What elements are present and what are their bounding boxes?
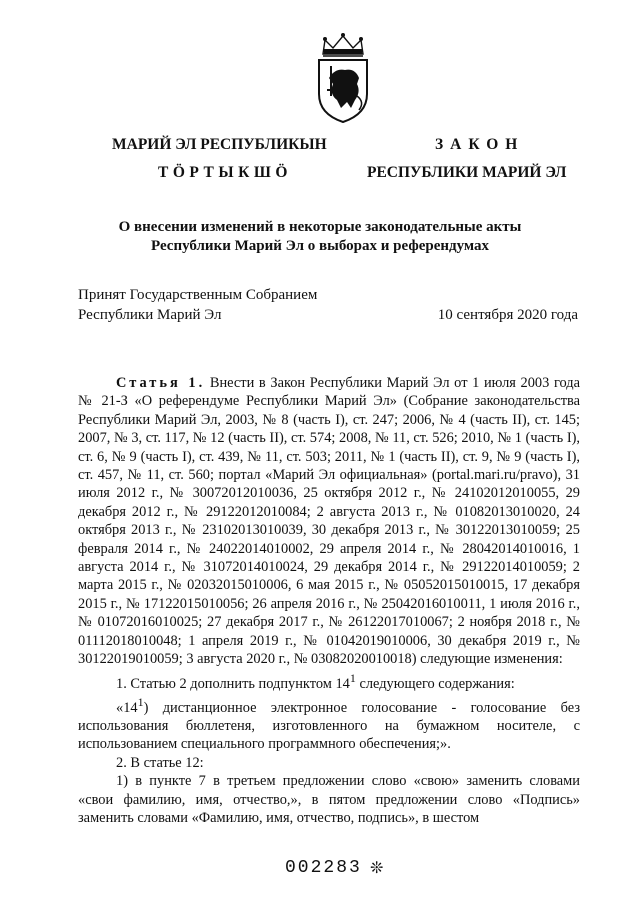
adoption-info xyxy=(78,285,578,325)
adopted-line1: Принят Государственным Собранием xyxy=(78,287,318,303)
item-2: 2. В статье 12: xyxy=(116,754,204,771)
adopted-line2: Республики Марий Эл xyxy=(78,307,222,323)
law-title-line2: Республики Марий Эл о выборах и референдумах xyxy=(150,238,490,254)
item-1: 1. Статью 2 дополнить подпунктом $14^1$ следующего содержания: xyxy=(116,670,515,692)
asterisk-mark-icon: ❊ xyxy=(370,860,384,877)
header-right-line2: РЕСПУБЛИКИ МАРИЙ ЭЛ xyxy=(367,164,567,181)
document-number-stamp: 002283 xyxy=(285,858,362,878)
law-title xyxy=(60,218,580,256)
header-right-line1: ЗАКОН xyxy=(435,136,525,153)
item-2-subitem-1: 1) в пункте 7 в третьем предложении слово «свою» заменить словами «свои фамилию, имя, отчество,», в пятом предложении слово «Подпись» заменить словами «Фамилию, имя, отчество, подпись», в шестом xyxy=(78,773,580,826)
item-1-quote: «$14^1$) дистанционное электронное голосование - голосование без использования бюллетеня, изготовленного на бумажном носителе, с использованием специального программного обеспечения;». xyxy=(78,694,580,753)
article-label: Статья 1. xyxy=(116,375,206,391)
coat-of-arms-icon xyxy=(315,32,371,124)
article-text: Внести в Закон Республики Марий Эл от 1 июля 2003 года № 21-З «О референдуме Республики Марий Эл» (Собрание законодательства Республики Марий Эл, 2003, № 8 (часть I), ст. 247; 2006, № 4 (часть II), ст. 145; 2007, № 3, ст. 117, № 12 (часть II), ст. 574; 2008, № 11, ст. 526; 2010, № 1 (часть I), ст. 6, № 9 (часть I), ст. 439, № 11, ст. 503; 2011, № 1 (часть II), ст. 9, № 9 (часть I), ст. 457, № 11, ст. 560; портал «Марий Эл официальная» (portal.mari.ru/pravo), 31 июля 2012 г., № 30072012010036, 25 октября 2012 г., № 24102012010055, 29 декабря 2012 г., № 29122012010084; 2 августа 2013 г., № 01082013010020, 24 октября 2013 г., № 23102013010039, 30 декабря 2013 г., № 30122013010059; 25 февраля 2014 г., № 24022014010002, 29 апреля 2014 г., № 28042014010016, 1 августа 2014 г., № 31072014010024, 29 декабря 2014 г., № 29122014010059; 2 марта 2015 г., № 02032015010006, 6 мая 2015 г., № 05052015010015, 17 декабря 2015 г., № 17122015010056; 26 апреля 2016 г., № 25042016010011, 1 июля 2016 г., № 01072016010025; 27 декабря 2017 г., № 26122017010067; 2 ноября 2018 г., № 01112018010048; 1 апреля 2019 г., № 01042019010006, 30 декабря 2019 г., № 30122019010059; 3 августа 2020 г., № 03082020010018) следующие изменения: xyxy=(78,375,580,668)
article-1-paragraph xyxy=(78,374,580,669)
header-left-line1: МАРИЙ ЭЛ РЕСПУБЛИКЫН xyxy=(112,136,327,153)
law-title-line1: О внесении изменений в некоторые законодательные акты xyxy=(118,219,522,235)
header-left-line2: ТӦРТЫКШӦ xyxy=(158,164,292,181)
law-body xyxy=(78,374,580,827)
adoption-date: 10 сентября 2020 года xyxy=(437,307,578,323)
